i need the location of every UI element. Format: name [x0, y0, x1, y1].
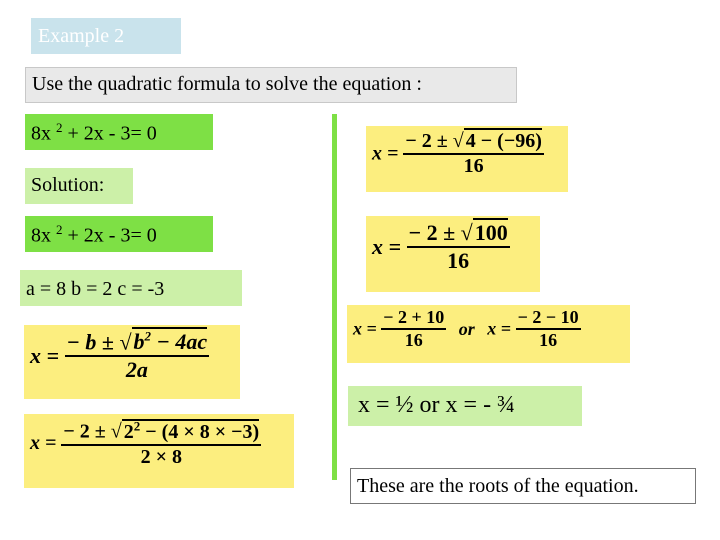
- instruction-text: Use the quadratic formula to solve the equation :: [25, 67, 517, 103]
- formula-denominator: 2a: [65, 355, 210, 383]
- formula-fraction: [65, 329, 210, 383]
- equation-exponent: 2: [56, 120, 63, 135]
- substituted-denominator: 2 × 8: [61, 444, 261, 469]
- substituted-numerator: − 2 ± √ $2^2 - (4 \times 8 \times -3)$: [63, 418, 260, 443]
- equation-tail: + 2x - 3= 0: [67, 224, 157, 247]
- step-1-fraction: $\frac{- 2 \pm √ 4 - (-96)}{16}$: [405, 130, 542, 177]
- equation-box: [25, 114, 213, 150]
- coefficients: a = 8 b = 2 c = -3: [20, 270, 242, 306]
- equation-box-2: [25, 216, 213, 252]
- vertical-divider: [332, 114, 337, 480]
- step-3-formulas: x = $\frac{- 2 + 10}{16}$ or x = $\frac{- 2 - 10}{16}$: [347, 305, 630, 363]
- equation-lead: 8x: [31, 122, 51, 145]
- formula-numerator: − $b \pm √b^2 - 4ac$: [66, 329, 208, 355]
- equation-exponent: 2: [56, 222, 63, 237]
- step-3-fraction-plus: $\frac{- 2 + 10}{16}$: [383, 307, 445, 350]
- radical-icon: √: [460, 220, 473, 245]
- substituted-x: x =: [30, 431, 57, 454]
- example-title: Example 2: [31, 18, 181, 54]
- answer: x = ½ or x = - ¾: [348, 386, 582, 426]
- step-2-formula: x = $\frac{- 2 \pm √100}{16}$: [366, 216, 540, 292]
- radical-icon: √: [119, 329, 132, 355]
- step-3-fraction-minus: $\frac{- 2 - 10}{16}$: [517, 307, 579, 350]
- or-word: or: [458, 318, 475, 339]
- solution-label: Solution:: [25, 168, 133, 204]
- step-2-fraction: $\frac{- 2 \pm √100}{16}$: [408, 220, 508, 273]
- substituted-formula: [24, 414, 294, 488]
- equation-tail: + 2x - 3= 0: [67, 122, 157, 145]
- radical-icon: √: [110, 420, 122, 443]
- step-1-formula: x = $\frac{- 2 \pm √ 4 - (-96)}{16}$: [366, 126, 568, 192]
- conclusion: These are the roots of the equation.: [350, 468, 696, 504]
- equation-lead: 8x: [31, 224, 51, 247]
- formula-x: x =: [30, 343, 60, 369]
- substituted-fraction: [61, 418, 261, 469]
- radical-icon: √: [452, 130, 464, 152]
- quadratic-formula: [24, 325, 240, 399]
